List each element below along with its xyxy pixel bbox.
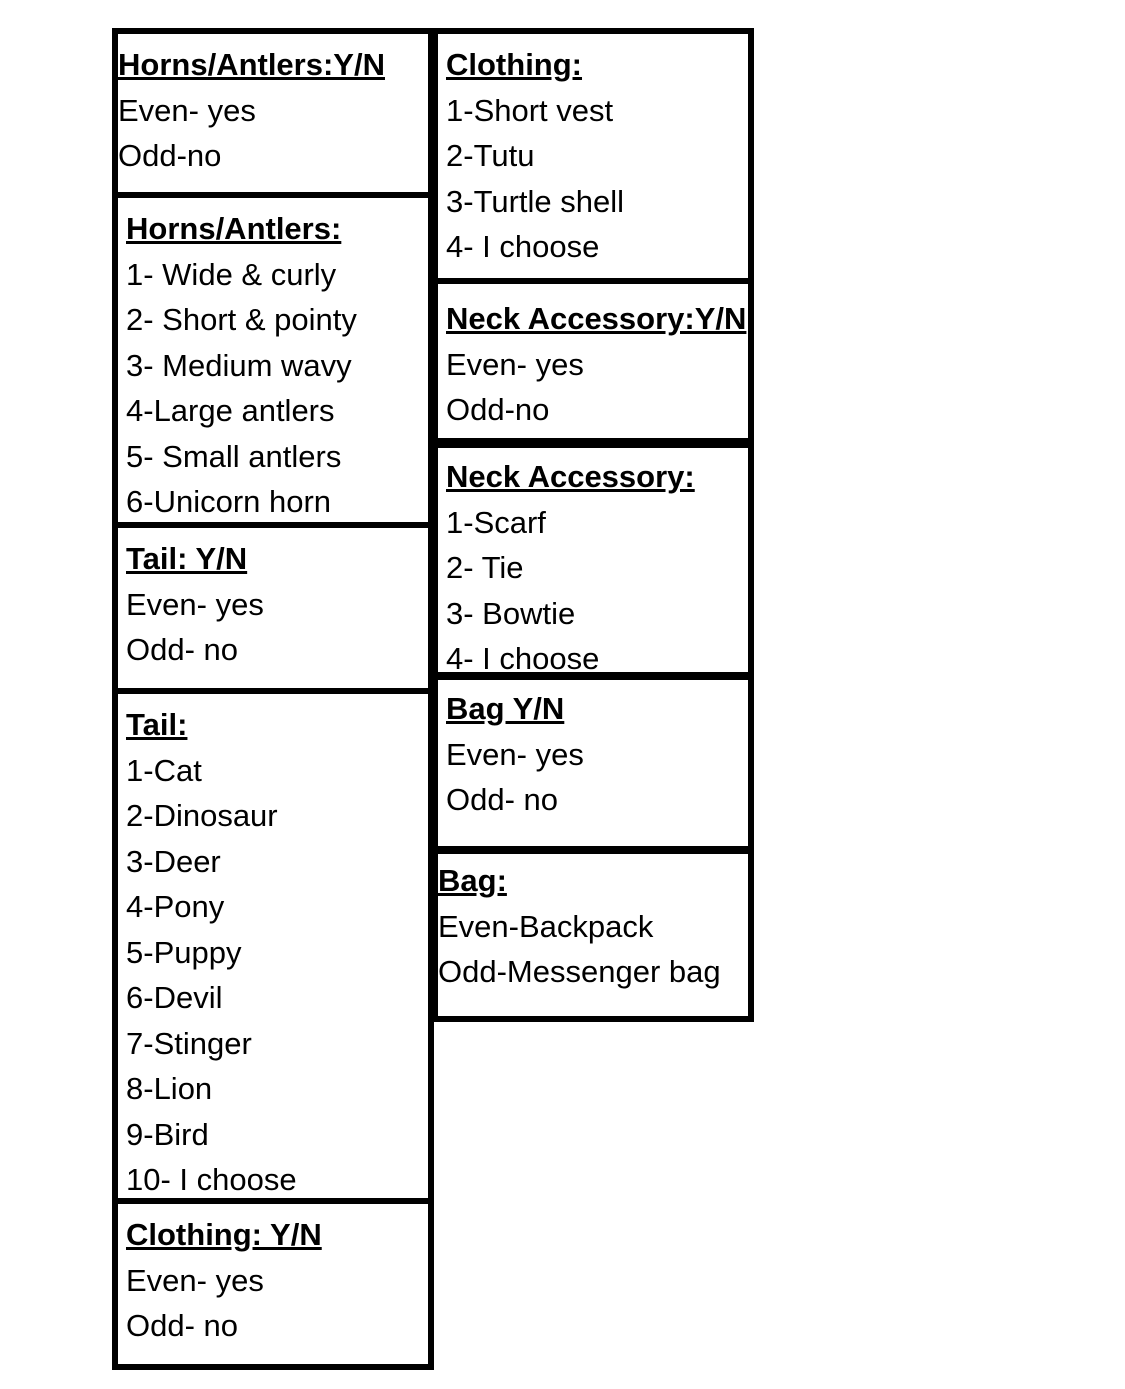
- horns-antlers-title: Horns/Antlers:: [126, 211, 342, 246]
- bag-yn-title: Bag Y/N: [446, 691, 565, 726]
- horns-antlers-yn-title: Horns/Antlers:Y/N: [118, 47, 385, 82]
- option-line: 3- Bowtie: [446, 595, 576, 631]
- neck-accessory-options-box: [432, 442, 754, 678]
- option-line: 7-Stinger: [126, 1025, 252, 1061]
- bag-title: Bag:: [438, 863, 507, 898]
- right-column: [432, 28, 754, 1022]
- option-line: 6-Unicorn horn: [126, 484, 332, 519]
- option-line: 2- Short & pointy: [126, 302, 357, 337]
- option-line: 2-Dinosaur: [126, 798, 278, 833]
- tail-yn-box: [112, 522, 434, 694]
- option-line: 5- Small antlers: [126, 438, 342, 474]
- option-line: 1- Wide & curly: [126, 256, 337, 292]
- option-line: Odd- no: [126, 1308, 239, 1343]
- option-line: Odd- no: [126, 632, 239, 667]
- option-line: Even- yes: [118, 92, 256, 128]
- option-line: 3-Deer: [126, 843, 221, 879]
- neck-accessory-title: Neck Accessory:: [446, 459, 695, 494]
- option-line: Even- yes: [446, 736, 584, 772]
- clothing-options-box: [432, 28, 754, 284]
- bag-yn-box: [432, 674, 754, 854]
- option-line: Odd- no: [446, 782, 559, 817]
- tail-yn-title: Tail: Y/N: [126, 541, 248, 576]
- option-line: 9-Bird: [126, 1116, 209, 1152]
- neck-accessory-yn-title: Neck Accessory:Y/N: [446, 301, 747, 336]
- tail-options-box: [112, 688, 434, 1204]
- option-line: 4-Pony: [126, 889, 225, 924]
- option-line: 4- I choose: [446, 229, 600, 264]
- option-line: 3-Turtle shell: [446, 183, 625, 219]
- option-line: 2- Tie: [446, 550, 524, 585]
- option-line: Odd-Messenger bag: [438, 954, 721, 989]
- option-line: Even- yes: [446, 346, 584, 382]
- option-line: 1-Cat: [126, 752, 202, 788]
- neck-accessory-yn-box: [432, 278, 754, 444]
- option-line: Odd-no: [118, 138, 222, 173]
- option-line: 1-Short vest: [446, 92, 614, 128]
- clothing-yn-box: [112, 1198, 434, 1370]
- option-line: 3- Medium wavy: [126, 347, 352, 383]
- left-column: [112, 28, 434, 1373]
- option-line: 4-Large antlers: [126, 393, 335, 428]
- option-line: Odd-no: [446, 392, 550, 427]
- option-line: 10- I choose: [126, 1162, 297, 1197]
- tail-title: Tail:: [126, 707, 188, 742]
- horns-antlers-yn-box: [112, 28, 434, 198]
- option-line: 1-Scarf: [446, 504, 546, 540]
- option-line: Even- yes: [126, 586, 264, 622]
- option-line: Even-Backpack: [438, 908, 654, 944]
- option-line: 6-Devil: [126, 980, 223, 1015]
- option-line: 2-Tutu: [446, 138, 535, 173]
- option-line: 8-Lion: [126, 1071, 213, 1106]
- option-line: 5-Puppy: [126, 934, 242, 970]
- option-line: Even- yes: [126, 1262, 264, 1298]
- clothing-title: Clothing:: [446, 47, 583, 82]
- bag-options-box: [432, 846, 754, 1022]
- option-line: 4- I choose: [446, 641, 600, 676]
- horns-antlers-options-box: [112, 192, 434, 528]
- clothing-yn-title: Clothing: Y/N: [126, 1217, 322, 1252]
